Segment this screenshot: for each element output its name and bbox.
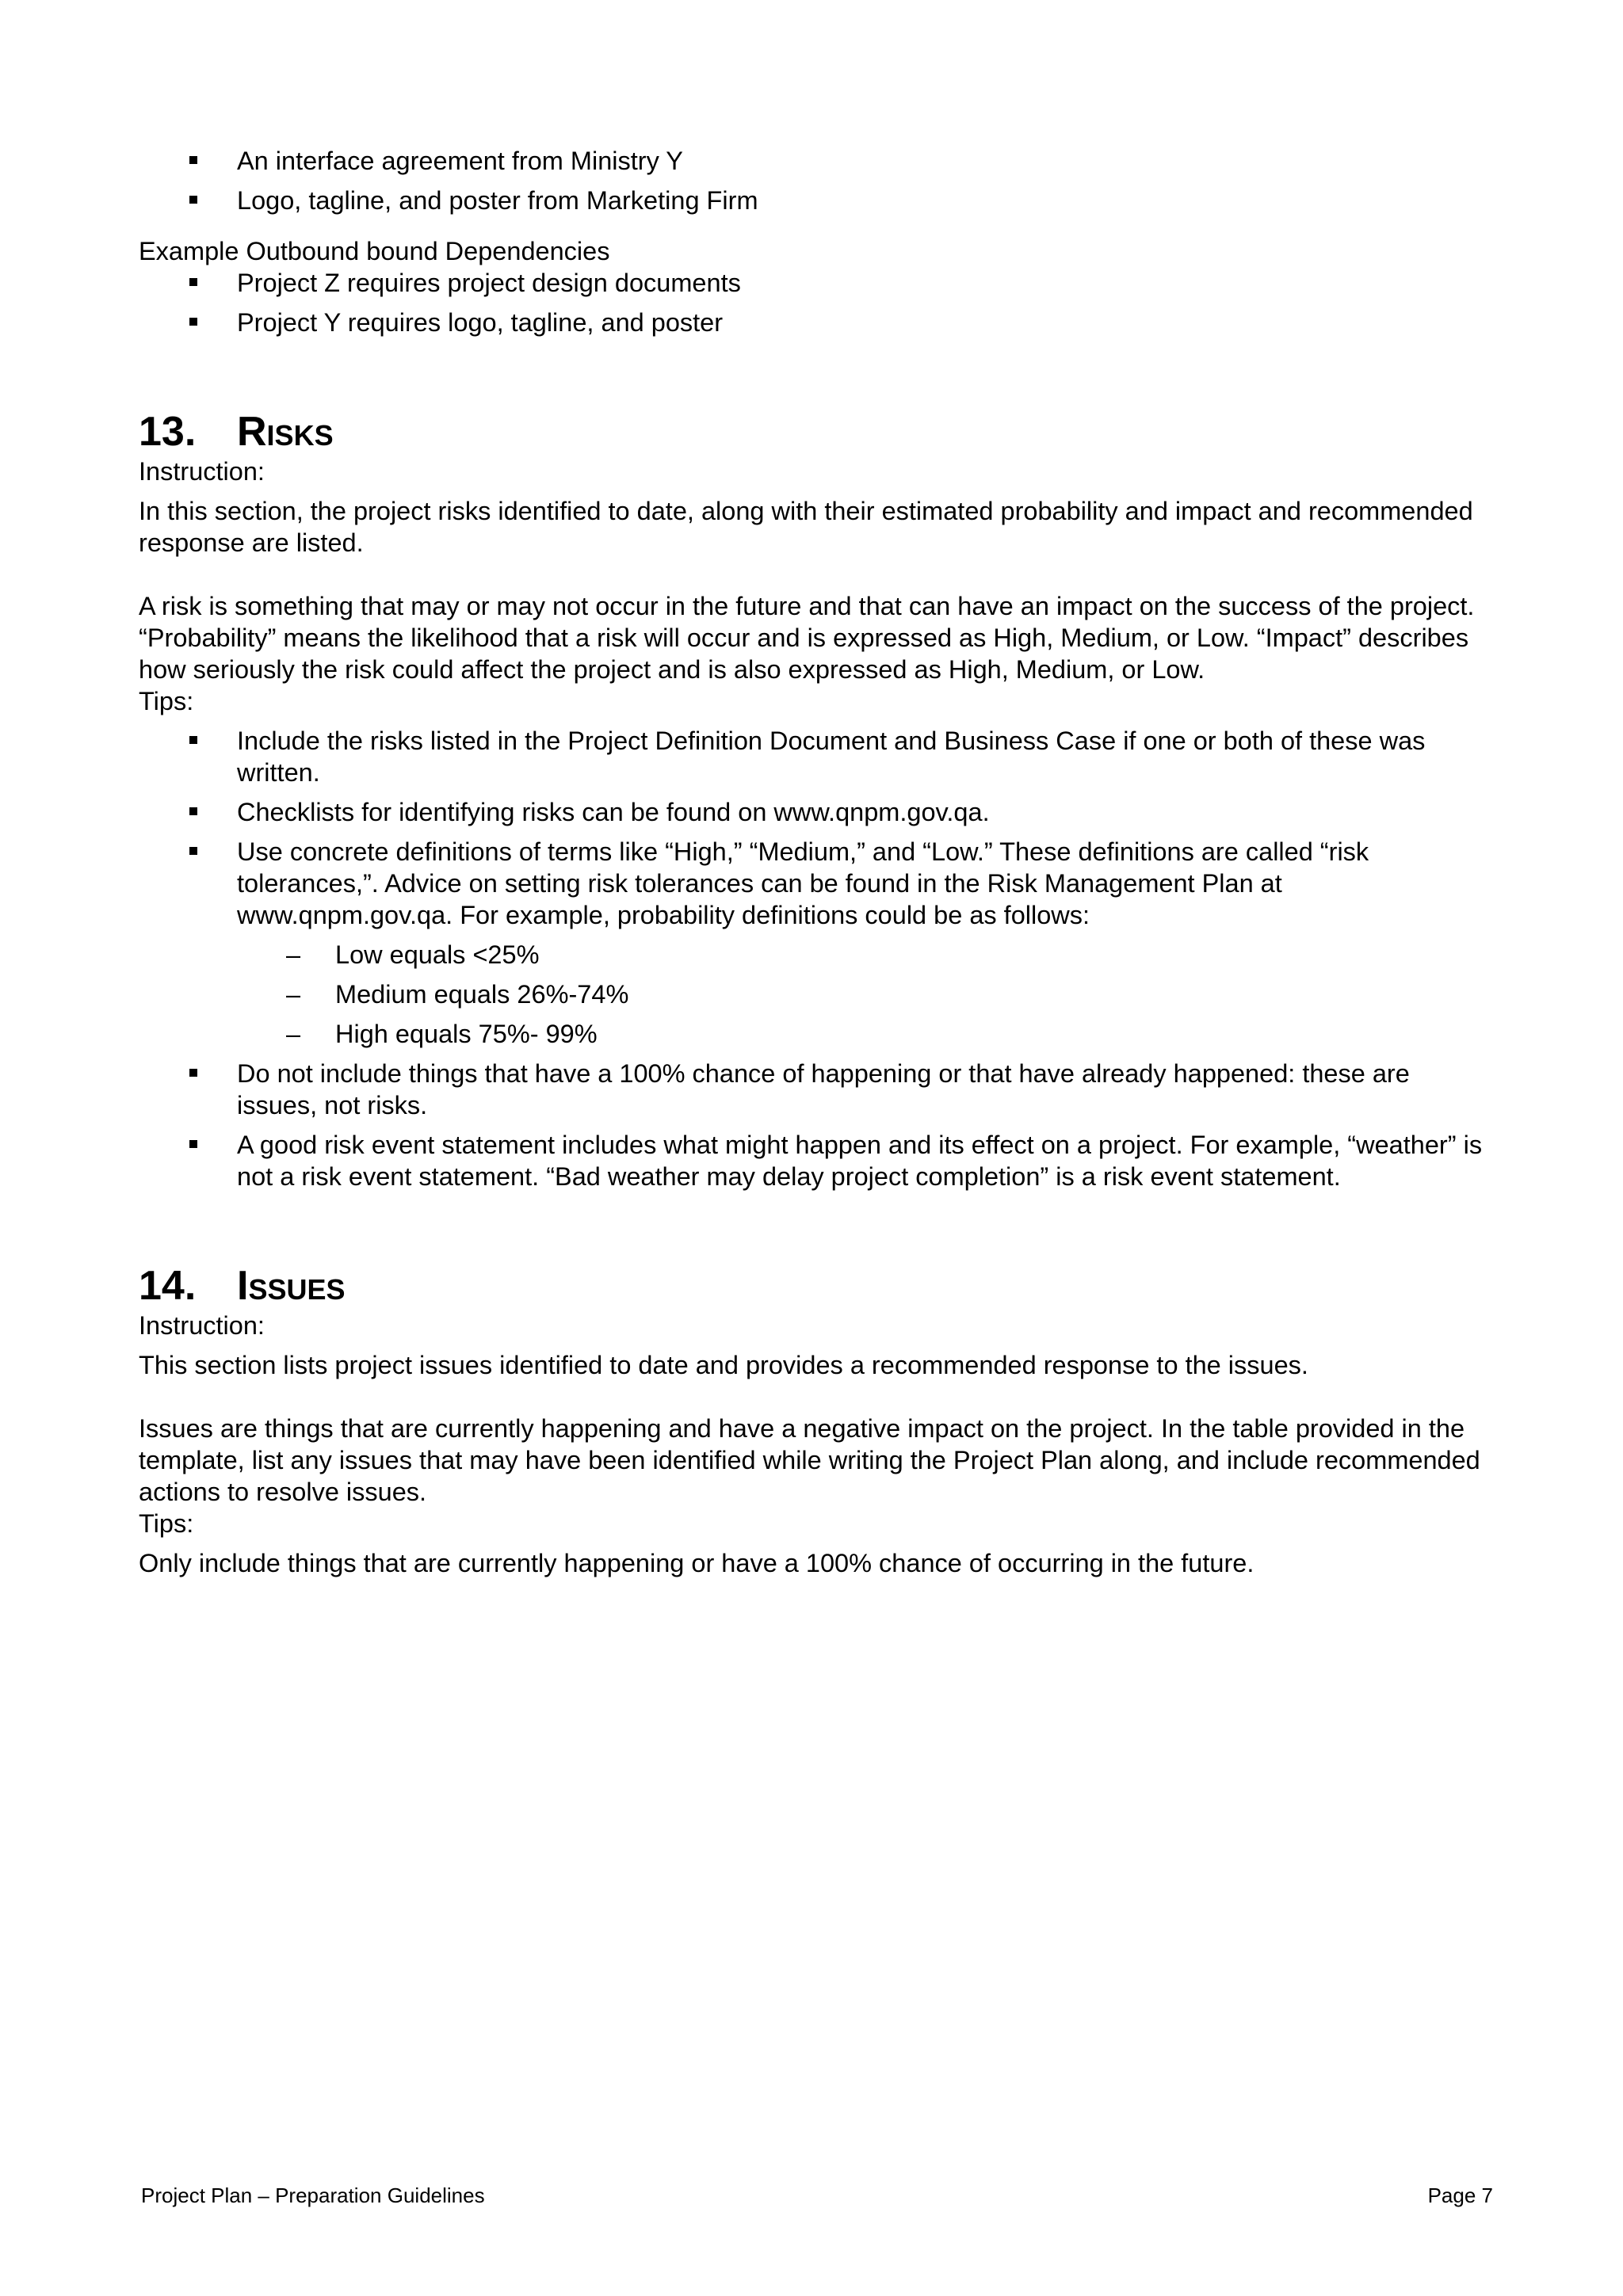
- list-item-text: Use concrete definitions of terms like “High,” “Medium,” and “Low.” These definitions are called “risk tolerances,”. Advice on setting risk tolerances can be found in the Risk Management Plan at www.qnpm.gov.qa. For example, probability definitions could be as follows:: [237, 837, 1369, 929]
- list-item: – Medium equals 26%-74%: [335, 978, 1486, 1010]
- list-item: Checklists for identifying risks can be found on www.qnpm.gov.qa.: [237, 796, 1486, 828]
- list-item: Do not include things that have a 100% chance of happening or that have already happened: these are issues, not risks.: [237, 1058, 1486, 1121]
- tips-label: Tips:: [139, 687, 194, 715]
- paragraph: A risk is something that may or may not occur in the future and that can have an impact on the success of the project. “Probability” means the likelihood that a risk will occur and is expressed as High, Medium, or Low. “Impact” describes how seriously the risk could affect the project and is also expressed as High, Medium, or Low.: [139, 592, 1475, 684]
- paragraph: This section lists project issues identified to date and provides a recommended response to the issues.: [139, 1351, 1308, 1379]
- paragraph: Issues are things that are currently happening and have a negative impact on the project. In the table provided in the template, list any issues that may have been identified while writing the Project Plan along, and include recommended actions to resolve issues.: [139, 1414, 1480, 1506]
- list-item: An interface agreement from Ministry Y: [237, 145, 1486, 177]
- section-title: Risks: [237, 409, 334, 455]
- list-item: Project Y requires logo, tagline, and poster: [237, 307, 1486, 338]
- page-number: Page 7: [1427, 2183, 1493, 2207]
- list-item: – Low equals <25%: [335, 939, 1486, 971]
- section-number: 13.: [139, 409, 197, 455]
- list-item: Project Z requires project design documents: [237, 267, 1486, 299]
- list-item: Logo, tagline, and poster from Marketing Firm: [237, 185, 1486, 216]
- footer-title: Project Plan – Preparation Guidelines: [141, 2183, 485, 2207]
- page-footer: [141, 2183, 1493, 2208]
- list-item: Include the risks listed in the Project Definition Document and Business Case if one or both of these was written.: [237, 725, 1486, 788]
- list-item: [237, 836, 1486, 1050]
- list-item: A good risk event statement includes what might happen and its effect on a project. For example, “weather” is not a risk event statement. “Bad weather may delay project completion” is a risk event statement.: [237, 1129, 1486, 1192]
- section-number: 14.: [139, 1263, 197, 1309]
- outbound-dependencies-heading: Example Outbound bound Dependencies: [139, 237, 610, 265]
- tips-label: Tips:: [139, 1509, 194, 1538]
- list-item: – High equals 75%- 99%: [335, 1018, 1486, 1050]
- instruction-label: Instruction:: [139, 1311, 265, 1340]
- instruction-label: Instruction:: [139, 457, 265, 486]
- section-heading-issues: [139, 1262, 1486, 1310]
- probability-definitions-list: [237, 939, 1486, 1050]
- section-heading-risks: [139, 408, 1486, 456]
- inbound-dependencies-list: [139, 145, 1486, 216]
- paragraph: Only include things that are currently happening or have a 100% chance of occurring in the future.: [139, 1549, 1254, 1577]
- risk-tips-list: [139, 725, 1486, 1192]
- section-title: Issues: [237, 1263, 346, 1309]
- page-content: [139, 145, 1486, 1579]
- outbound-dependencies-list: [139, 267, 1486, 338]
- paragraph: In this section, the project risks identified to date, along with their estimated probability and impact and recommended response are listed.: [139, 497, 1473, 557]
